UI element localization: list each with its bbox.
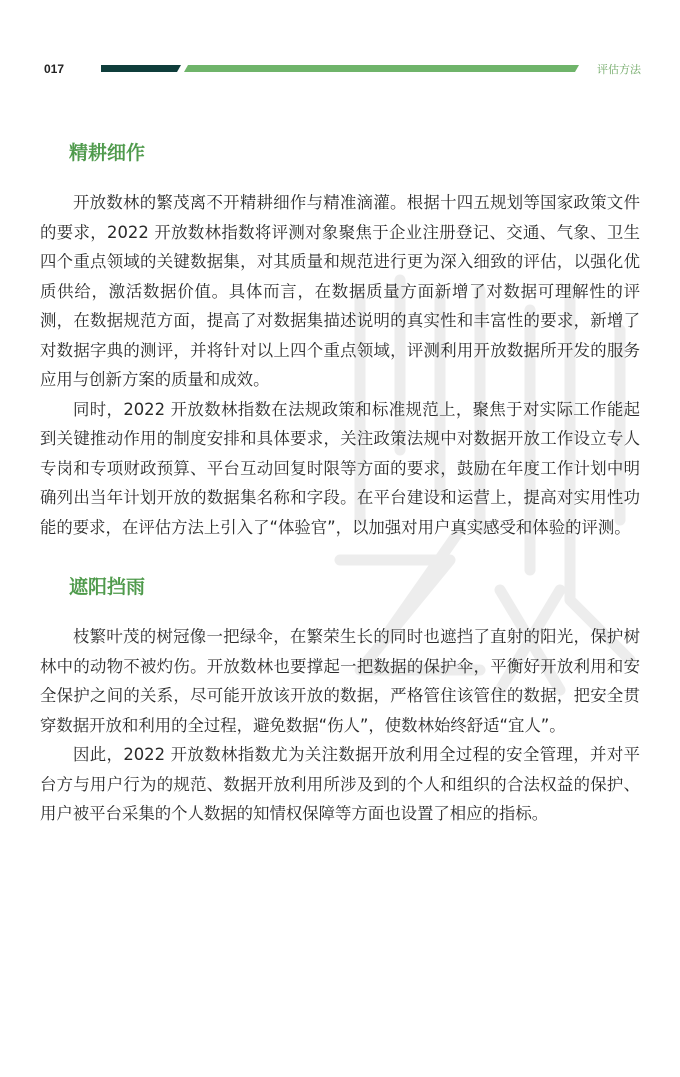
paragraph: 同时，2022 开放数林指数在法规政策和标准规范上，聚焦于对实际工作能起到关键推动作用的制度安排和具体要求，关注政策法规中对数据开放工作设立专人专岗和专项财政预算、平台互动回复时限等方面的要求，鼓励在年度工作计划中明确列出当年计划开放的数据集名称和字段。在平台建设和运营上，提高对实用性功能的要求，在评估方法上引入了“体验官”，以加强对用户真实感受和体验的评测。 — [40, 399, 640, 537]
paragraph: 枝繁叶茂的树冠像一把绿伞，在繁荣生长的同时也遮挡了直射的阳光，保护树林中的动物不被灼伤。开放数林也要撑起一把数据的保护伞，平衡好开放利用和安全保护之间的关系，尽可能开放该开放的数据，严格管住该管住的数据，把安全贯穿数据开放和利用的全过程，避免数据“伤人”，使数林始终舒适“宜人”。 — [40, 627, 640, 735]
page-number: 017 — [44, 62, 65, 76]
paragraph: 因此，2022 开放数林指数尤为关注数据开放利用全过程的安全管理，并对平台方与用户行为的规范、数据开放利用所涉及到的个人和组织的合法权益的保护、用户被平台采集的个人数据的知情权保障等方面也设置了相应的指标。 — [40, 745, 640, 823]
section-label: 评估方法 — [597, 63, 641, 76]
article-body — [40, 136, 640, 829]
header-bar-green — [184, 65, 579, 72]
paragraph: 开放数林的繁茂离不开精耕细作与精准滴灌。根据十四五规划等国家政策文件的要求，2022 开放数林指数将评测对象聚焦于企业注册登记、交通、气象、卫生四个重点领域的关键数据集，对其质量和规范进行更为深入细致的评估，以强化优质供给，激活数据价值。具体而言，在数据质量方面新增了对数据可理解性的评测，在数据规范方面，提高了对数据集描述说明的真实性和丰富性的要求，新增了对数据字典的测评，并将针对以上四个重点领域，评测利用开放数据所开发的服务应用与创新方案的质量和成效。 — [40, 193, 640, 389]
header-bar-dark — [101, 65, 181, 72]
section-heading-1: 精耕细作 — [69, 142, 146, 164]
section-heading-2: 遮阳挡雨 — [69, 576, 146, 598]
